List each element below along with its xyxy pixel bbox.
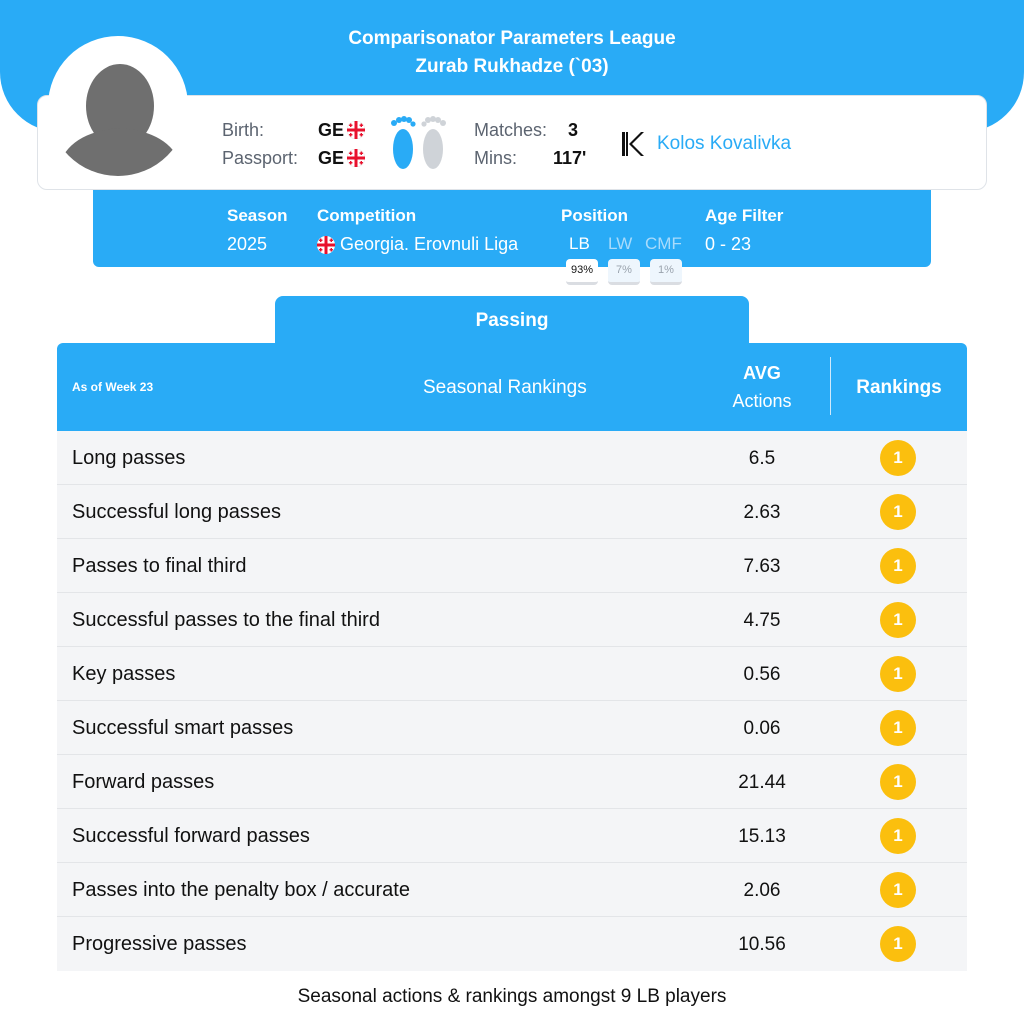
stat-label: Key passes [72, 663, 176, 685]
age-filter-label: Age Filter [705, 206, 784, 225]
mins-value: 117' [553, 148, 587, 168]
competition-label: Competition [317, 206, 417, 225]
position-lb[interactable]: LB [569, 234, 590, 253]
player-name: Zurab Rukhadze (`03) [415, 56, 609, 77]
table-row [57, 701, 967, 755]
rank-badge: 1 [880, 440, 916, 476]
rank-badge: 1 [880, 926, 916, 962]
as-of-week: As of Week 23 [72, 380, 154, 394]
georgia-flag-icon [347, 121, 365, 139]
position-label: Position [561, 206, 629, 225]
matches-label: Matches: [474, 120, 548, 140]
stats-table [57, 431, 967, 971]
stat-avg: 6.5 [748, 448, 776, 469]
rank-badge: 1 [880, 872, 916, 908]
season-value[interactable]: 2025 [227, 234, 268, 254]
footer-note: Seasonal actions & rankings amongst 9 LB players [297, 986, 727, 1007]
position-pct-cmf: 1% [650, 259, 682, 285]
stat-avg: 15.13 [738, 826, 786, 847]
stat-label: Successful forward passes [72, 825, 310, 847]
table-row [57, 485, 967, 539]
rank-badge: 1 [880, 602, 916, 638]
rank-badge: 1 [880, 818, 916, 854]
georgia-flag-icon [317, 236, 335, 254]
passport-value: GE [318, 148, 345, 168]
kolos-logo-icon [621, 131, 645, 157]
league-title: Comparisonator Parameters League [348, 28, 676, 49]
actions-header: Actions [732, 391, 792, 411]
rank-badge: 1 [880, 494, 916, 530]
stat-avg: 2.63 [743, 502, 781, 523]
birth-value: GE [318, 120, 345, 140]
passport-label: Passport: [222, 148, 299, 168]
stat-avg: 0.56 [743, 664, 781, 685]
table-row [57, 431, 967, 485]
stat-label: Progressive passes [72, 933, 247, 955]
rank-badge: 1 [880, 656, 916, 692]
table-row [57, 863, 967, 917]
stat-label: Passes into the penalty box / accurate [72, 879, 410, 901]
stat-avg: 10.56 [738, 934, 786, 955]
avg-header: AVG [743, 363, 781, 383]
stat-label: Successful smart passes [72, 717, 294, 739]
stat-label: Passes to final third [72, 555, 247, 577]
matches-value: 3 [568, 120, 579, 140]
stat-label: Successful long passes [72, 501, 282, 523]
stat-avg: 0.06 [743, 718, 781, 739]
filter-bar [93, 190, 931, 267]
header-divider [830, 357, 831, 415]
season-label: Season [227, 206, 288, 225]
rank-badge: 1 [880, 764, 916, 800]
rankings-header: Rankings [856, 377, 942, 398]
stat-avg: 2.06 [743, 880, 781, 901]
table-row [57, 917, 967, 971]
avatar [48, 36, 188, 176]
position-pct-lb: 93% [566, 259, 598, 285]
table-row [57, 809, 967, 863]
age-filter-value[interactable]: 0 - 23 [705, 234, 752, 254]
table-row [57, 539, 967, 593]
rank-badge: 1 [880, 710, 916, 746]
feet-icon [388, 113, 450, 173]
stat-label: Forward passes [72, 771, 215, 793]
club-name[interactable]: Kolos Kovalivka [657, 133, 792, 154]
table-row [57, 755, 967, 809]
seasonal-rankings-label: Seasonal Rankings [423, 377, 587, 398]
stat-avg: 21.44 [738, 772, 786, 793]
table-row [57, 647, 967, 701]
stat-label: Successful passes to the final third [72, 609, 380, 631]
avatar-silhouette-icon [48, 36, 188, 176]
stat-label: Long passes [72, 447, 186, 469]
position-cmf[interactable]: CMF [645, 234, 682, 253]
position-lw[interactable]: LW [608, 234, 633, 253]
birth-label: Birth: [222, 120, 265, 140]
stat-avg: 7.63 [743, 556, 781, 577]
tab-passing[interactable]: Passing [275, 296, 749, 346]
table-row [57, 593, 967, 647]
position-pct-lw: 7% [608, 259, 640, 285]
rank-badge: 1 [880, 548, 916, 584]
georgia-flag-icon [347, 149, 365, 167]
stat-avg: 4.75 [743, 610, 781, 631]
competition-value[interactable]: Georgia. Erovnuli Liga [340, 234, 519, 254]
mins-label: Mins: [474, 148, 518, 168]
